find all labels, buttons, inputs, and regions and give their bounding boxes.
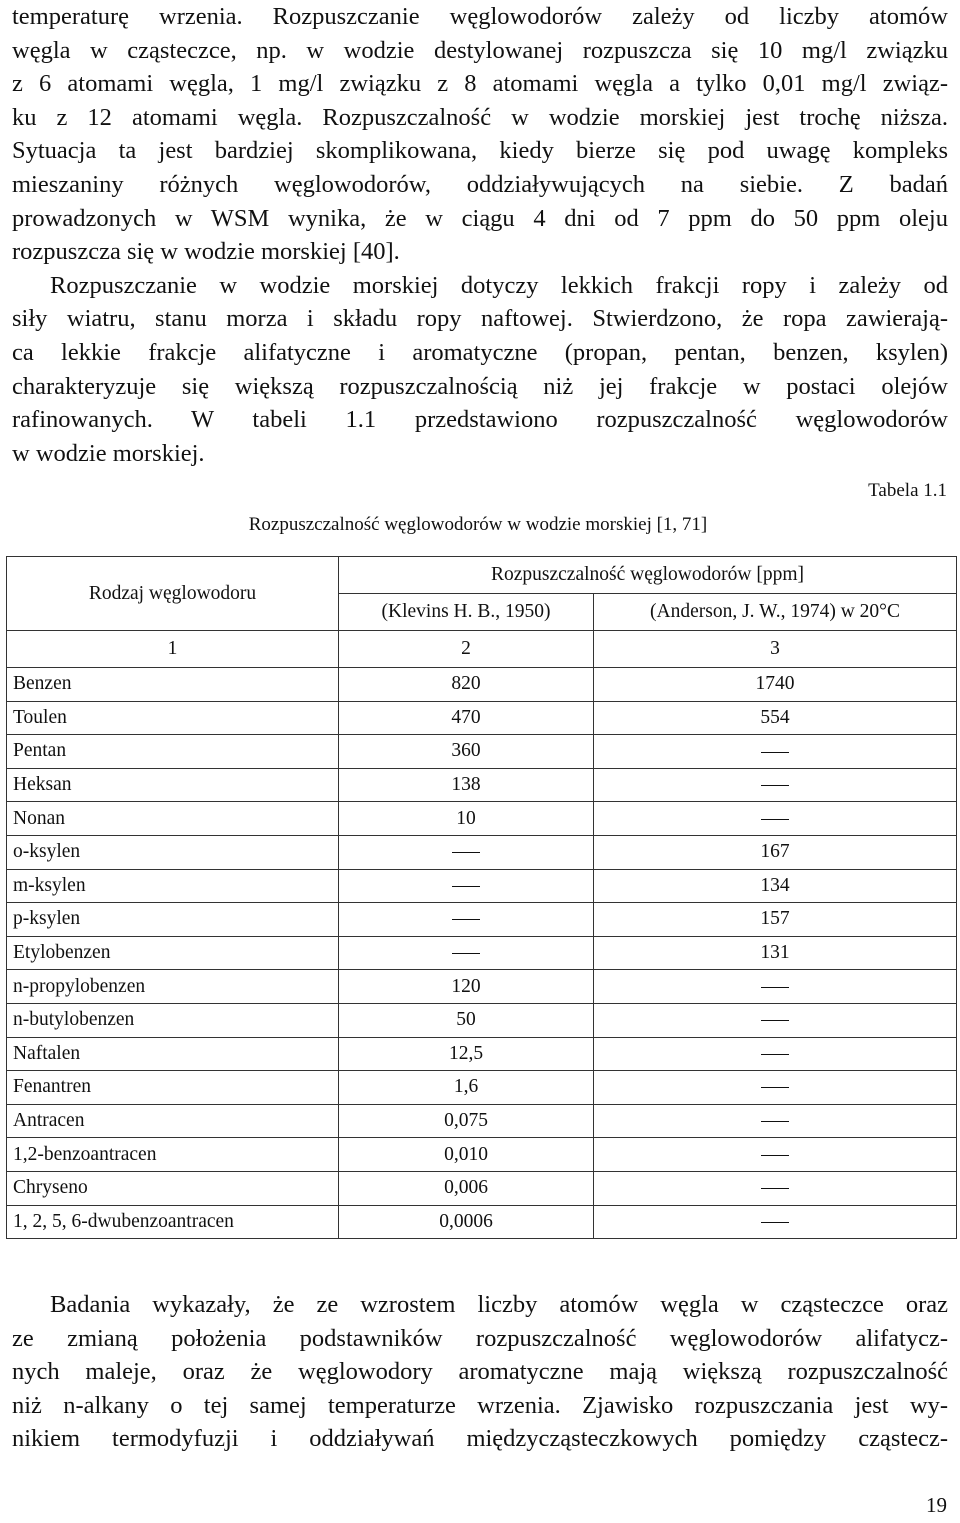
header-hydrocarbon-type: Rodzaj węglowodoru [7, 557, 339, 631]
hydrocarbon-name: n-propylobenzen [7, 970, 339, 1004]
hydrocarbon-name: Fenantren [7, 1071, 339, 1105]
column-number-row [7, 631, 957, 668]
table-row [7, 1071, 957, 1105]
text-line: nikiem termodyfuzji i oddziaływań międzycząsteczkowych pomiędzy cząstecz- [12, 1425, 948, 1453]
column-number: 3 [594, 631, 957, 668]
header-klevins: (Klevins H. B., 1950) [339, 594, 594, 631]
hydrocarbon-name: m-ksylen [7, 869, 339, 903]
solubility-anderson: 131 [594, 936, 957, 970]
table-row [7, 869, 957, 903]
solubility-klevins [339, 903, 594, 937]
solubility-anderson [594, 802, 957, 836]
solubility-klevins: 360 [339, 735, 594, 769]
text-line: rafinowanych. W tabeli 1.1 przedstawiono rozpuszczalność węglowodorów [12, 406, 948, 434]
no-data-dash [761, 1188, 789, 1189]
no-data-dash [761, 819, 789, 820]
no-data-dash [761, 1087, 789, 1088]
hydrocarbon-name: 1,2-benzoantracen [7, 1138, 339, 1172]
table-row [7, 701, 957, 735]
solubility-anderson [594, 1037, 957, 1071]
hydrocarbon-name: Etylobenzen [7, 936, 339, 970]
table-header-row [7, 557, 957, 594]
text-line: siły wiatru, stanu morza i składu ropy naftowej. Stwierdzono, że ropa zawierają- [12, 305, 948, 333]
solubility-anderson: 1740 [594, 668, 957, 702]
table-row [7, 1003, 957, 1037]
text-line: temperaturę wrzenia. Rozpuszczanie węglowodorów zależy od liczby atomów [12, 3, 948, 30]
text-line: ze zmianą położenia podstawników rozpuszczalność węglowodorów alifatycz- [12, 1324, 948, 1352]
text-line: Badania wykazały, że ze wzrostem liczby atomów węgla w cząsteczce oraz [50, 1291, 948, 1318]
solubility-anderson: 157 [594, 903, 957, 937]
solubility-klevins: 0,010 [339, 1138, 594, 1172]
solubility-klevins: 120 [339, 970, 594, 1004]
solubility-klevins: 0,0006 [339, 1205, 594, 1239]
text-line: węgla w cząsteczce, np. w wodzie destylowanej rozpuszcza się 10 mg/l związku [12, 36, 948, 64]
solubility-klevins: 0,006 [339, 1171, 594, 1205]
no-data-dash [761, 987, 789, 988]
solubility-klevins [339, 936, 594, 970]
solubility-klevins: 10 [339, 802, 594, 836]
solubility-klevins [339, 835, 594, 869]
solubility-klevins: 50 [339, 1003, 594, 1037]
table-row [7, 970, 957, 1004]
text-line: ca lekkie frakcje alifatyczne i aromatyczne (propan, pentan, benzen, ksylen) [12, 338, 948, 366]
solubility-anderson [594, 1003, 957, 1037]
no-data-dash [761, 752, 789, 753]
header-anderson: (Anderson, J. W., 1974) w 20°C [594, 594, 957, 631]
no-data-dash [761, 1020, 789, 1021]
hydrocarbon-name: Chryseno [7, 1171, 339, 1205]
text-line: prowadzonych w WSM wynika, że w ciągu 4 dni od 7 ppm do 50 ppm oleju [12, 204, 948, 232]
hydrocarbon-name: 1, 2, 5, 6-dwubenzoantracen [7, 1205, 339, 1239]
hydrocarbon-name: Toulen [7, 701, 339, 735]
no-data-dash [761, 785, 789, 786]
table-row [7, 1171, 957, 1205]
table-row [7, 1037, 957, 1071]
text-line: Sytuacja ta jest bardziej skomplikowana, kiedy bierze się pod uwagę kompleks [12, 137, 948, 165]
table-row [7, 903, 957, 937]
solubility-anderson [594, 1171, 957, 1205]
solubility-anderson: 134 [594, 869, 957, 903]
no-data-dash [452, 953, 480, 954]
table-row [7, 802, 957, 836]
intro-paragraph [12, 0, 948, 470]
table-row [7, 735, 957, 769]
table-row [7, 1205, 957, 1239]
solubility-klevins [339, 869, 594, 903]
text-line: Rozpuszczanie w wodzie morskiej dotyczy lekkich frakcji ropy i zależy od [50, 271, 948, 299]
text-line: charakteryzuje się większą rozpuszczalnością niż jej frakcje w postaci olejów [12, 372, 948, 400]
text-line: niż n-alkany o tej samej temperaturze wrzenia. Zjawisko rozpuszczania jest wy- [12, 1391, 948, 1419]
table-row [7, 1138, 957, 1172]
closing-paragraph [12, 1288, 948, 1456]
text-line: mieszaniny różnych węglowodorów, oddziaływujących na siebie. Z badań [12, 170, 948, 198]
text-line: w wodzie morskiej. [12, 439, 205, 467]
solubility-table [6, 556, 957, 1239]
hydrocarbon-name: Benzen [7, 668, 339, 702]
table-row [7, 936, 957, 970]
no-data-dash [452, 919, 480, 920]
table-row [7, 1104, 957, 1138]
no-data-dash [452, 852, 480, 853]
no-data-dash [761, 1155, 789, 1156]
hydrocarbon-name: Antracen [7, 1104, 339, 1138]
table-row [7, 835, 957, 869]
solubility-anderson [594, 735, 957, 769]
hydrocarbon-name: Heksan [7, 768, 339, 802]
solubility-klevins: 0,075 [339, 1104, 594, 1138]
solubility-klevins: 1,6 [339, 1071, 594, 1105]
table-row [7, 668, 957, 702]
solubility-klevins: 12,5 [339, 1037, 594, 1071]
solubility-anderson [594, 970, 957, 1004]
hydrocarbon-name: o-ksylen [7, 835, 339, 869]
solubility-anderson [594, 1205, 957, 1239]
hydrocarbon-name: p-ksylen [7, 903, 339, 937]
hydrocarbon-name: Nonan [7, 802, 339, 836]
solubility-anderson [594, 1138, 957, 1172]
page-number: 19 [926, 1493, 947, 1517]
solubility-anderson [594, 1071, 957, 1105]
text-line: ku z 12 atomami węgla. Rozpuszczalność w wodzie morskiej jest trochę niższa. [12, 103, 948, 131]
table-label: Tabela 1.1 [868, 480, 947, 501]
column-number: 1 [7, 631, 339, 668]
solubility-anderson: 167 [594, 835, 957, 869]
solubility-anderson [594, 1104, 957, 1138]
no-data-dash [452, 886, 480, 887]
text-line: rozpuszcza się w wodzie morskiej [40]. [12, 238, 400, 266]
header-solubility-group: Rozpuszczalność węglowodorów [ppm] [339, 557, 957, 594]
table-caption-text: Rozpuszczalność węglowodorów w wodzie morskiej [1, 71] [248, 514, 708, 535]
text-line: nych maleje, oraz że węglowodory aromatyczne mają większą rozpuszczalność [12, 1358, 948, 1386]
hydrocarbon-name: Naftalen [7, 1037, 339, 1071]
solubility-anderson: 554 [594, 701, 957, 735]
text-line: z 6 atomami węgla, 1 mg/l związku z 8 atomami węgla a tylko 0,01 mg/l związ- [12, 70, 948, 98]
no-data-dash [761, 1054, 789, 1055]
column-number: 2 [339, 631, 594, 668]
table-caption [0, 514, 960, 536]
solubility-anderson [594, 768, 957, 802]
solubility-klevins: 820 [339, 668, 594, 702]
solubility-klevins: 138 [339, 768, 594, 802]
table-row [7, 768, 957, 802]
no-data-dash [761, 1121, 789, 1122]
no-data-dash [761, 1222, 789, 1223]
solubility-klevins: 470 [339, 701, 594, 735]
hydrocarbon-name: n-butylobenzen [7, 1003, 339, 1037]
hydrocarbon-name: Pentan [7, 735, 339, 769]
